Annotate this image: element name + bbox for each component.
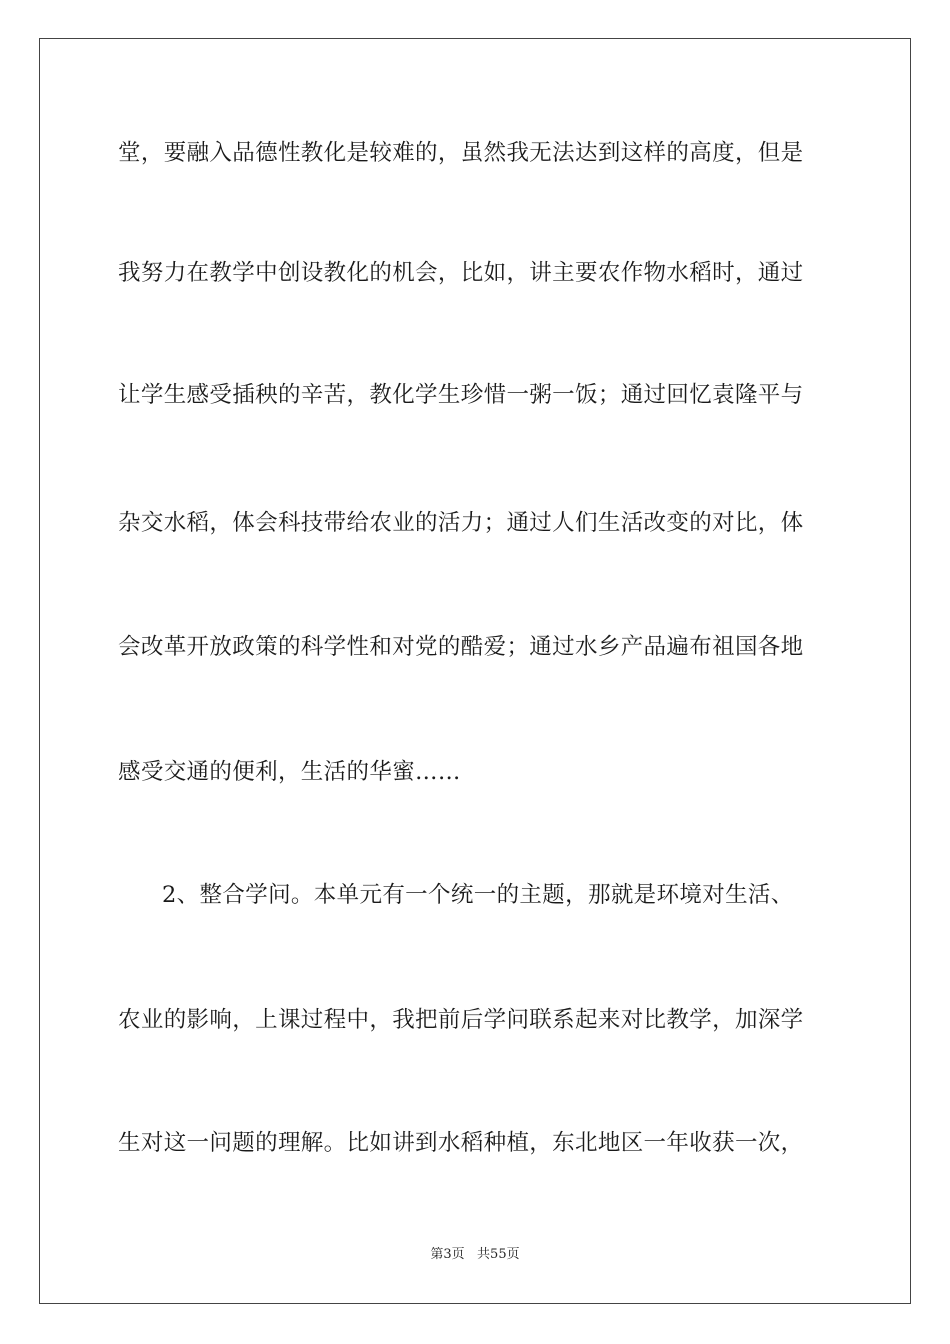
paragraph-start-line: 2、整合学问。本单元有一个统一的主题，那就是环境对生活、 (162, 882, 794, 908)
page-number-footer: 第3页 共55页 (430, 1247, 520, 1262)
page-border (39, 38, 911, 1304)
text-line: 会改革开放政策的科学性和对党的酷爱；通过水乡产品遍布祖国各地 (118, 634, 804, 660)
text-line: 生对这一问题的理解。比如讲到水稻种植，东北地区一年收获一次， (118, 1130, 804, 1156)
text-line: 我努力在教学中创设教化的机会，比如，讲主要农作物水稻时，通过 (118, 260, 804, 286)
text-line: 农业的影响，上课过程中，我把前后学问联系起来对比教学，加深学 (118, 1007, 804, 1033)
text-line: 堂，要融入品德性教化是较难的，虽然我无法达到这样的高度，但是 (118, 140, 804, 166)
text-line: 杂交水稻，体会科技带给农业的活力；通过人们生活改变的对比，体 (118, 510, 804, 536)
text-line: 感受交通的便利，生活的华蜜…… (118, 759, 461, 785)
text-line: 让学生感受插秧的辛苦，教化学生珍惜一粥一饭；通过回忆袁隆平与 (118, 382, 804, 408)
